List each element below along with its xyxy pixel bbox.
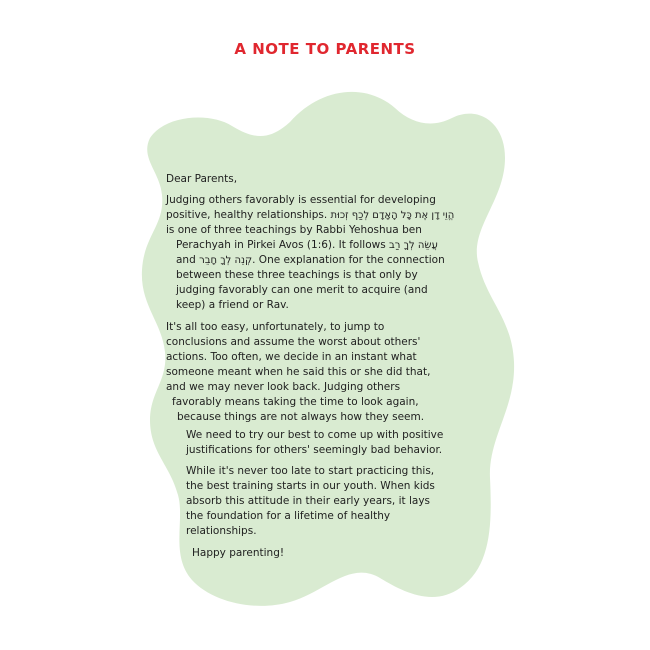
page-title: A NOTE TO PARENTS — [234, 40, 416, 58]
p1-line8: keep) a friend or Rav. — [176, 299, 289, 311]
p1-line6: between these three teachings is that only by — [176, 269, 418, 281]
salutation: Dear Parents, — [166, 173, 238, 185]
closing: Happy parenting! — [192, 547, 285, 559]
p3-line2: justifications for others' seemingly bad behavior. — [186, 444, 443, 456]
p1-line5-text-b: . One explanation for the connection — [252, 254, 445, 266]
p1-line5-text-a: and — [176, 254, 196, 266]
p1-line3: is one of three teachings by Rabbi Yehoshua ben — [166, 224, 422, 236]
p4-line3: absorb this attitude in their early years, it lays — [186, 495, 431, 507]
p4-line4: the foundation for a lifetime of healthy — [186, 510, 391, 522]
p2-line4: someone meant when he said this or she did that, — [166, 366, 431, 378]
p2-line6: favorably means taking the time to look again, — [172, 396, 419, 408]
p1-line5-hebrew: קְנֵה לְךָ חָבֵר — [199, 255, 253, 266]
p1-line7: judging favorably can one merit to acquire (and — [176, 284, 428, 296]
p1-line4-text: Perachyah in Pirkei Avos (1:6). It follows — [176, 239, 386, 251]
p2-line2: conclusions and assume the worst about others' — [166, 336, 421, 348]
p1-line4 — [176, 238, 438, 253]
p1-line2-hebrew: הֱוֵי דָן אֶת כָּל הָאָדָם לְכַף זְכוּת — [330, 210, 455, 221]
p1-line2 — [166, 208, 454, 223]
p1-line4-hebrew: עֲשֵׂה לְךָ רַב — [389, 240, 438, 251]
p1-line1: Judging others favorably is essential for developing — [166, 194, 436, 206]
p1-line5 — [176, 253, 445, 268]
p2-line7: because things are not always how they seem. — [177, 411, 425, 423]
p2-line3: actions. Too often, we decide in an instant what — [166, 351, 417, 363]
p4-line1: While it's never too late to start practicing this, — [186, 465, 435, 477]
p3-line1: We need to try our best to come up with positive — [186, 429, 444, 441]
p2-line5: and we may never look back. Judging others — [166, 381, 401, 393]
p1-line2-text: positive, healthy relationships. — [166, 209, 328, 221]
p4-line2: the best training starts in our youth. When kids — [186, 480, 435, 492]
p4-line5: relationships. — [186, 525, 257, 537]
p2-line1: It's all too easy, unfortunately, to jump to — [166, 321, 385, 333]
